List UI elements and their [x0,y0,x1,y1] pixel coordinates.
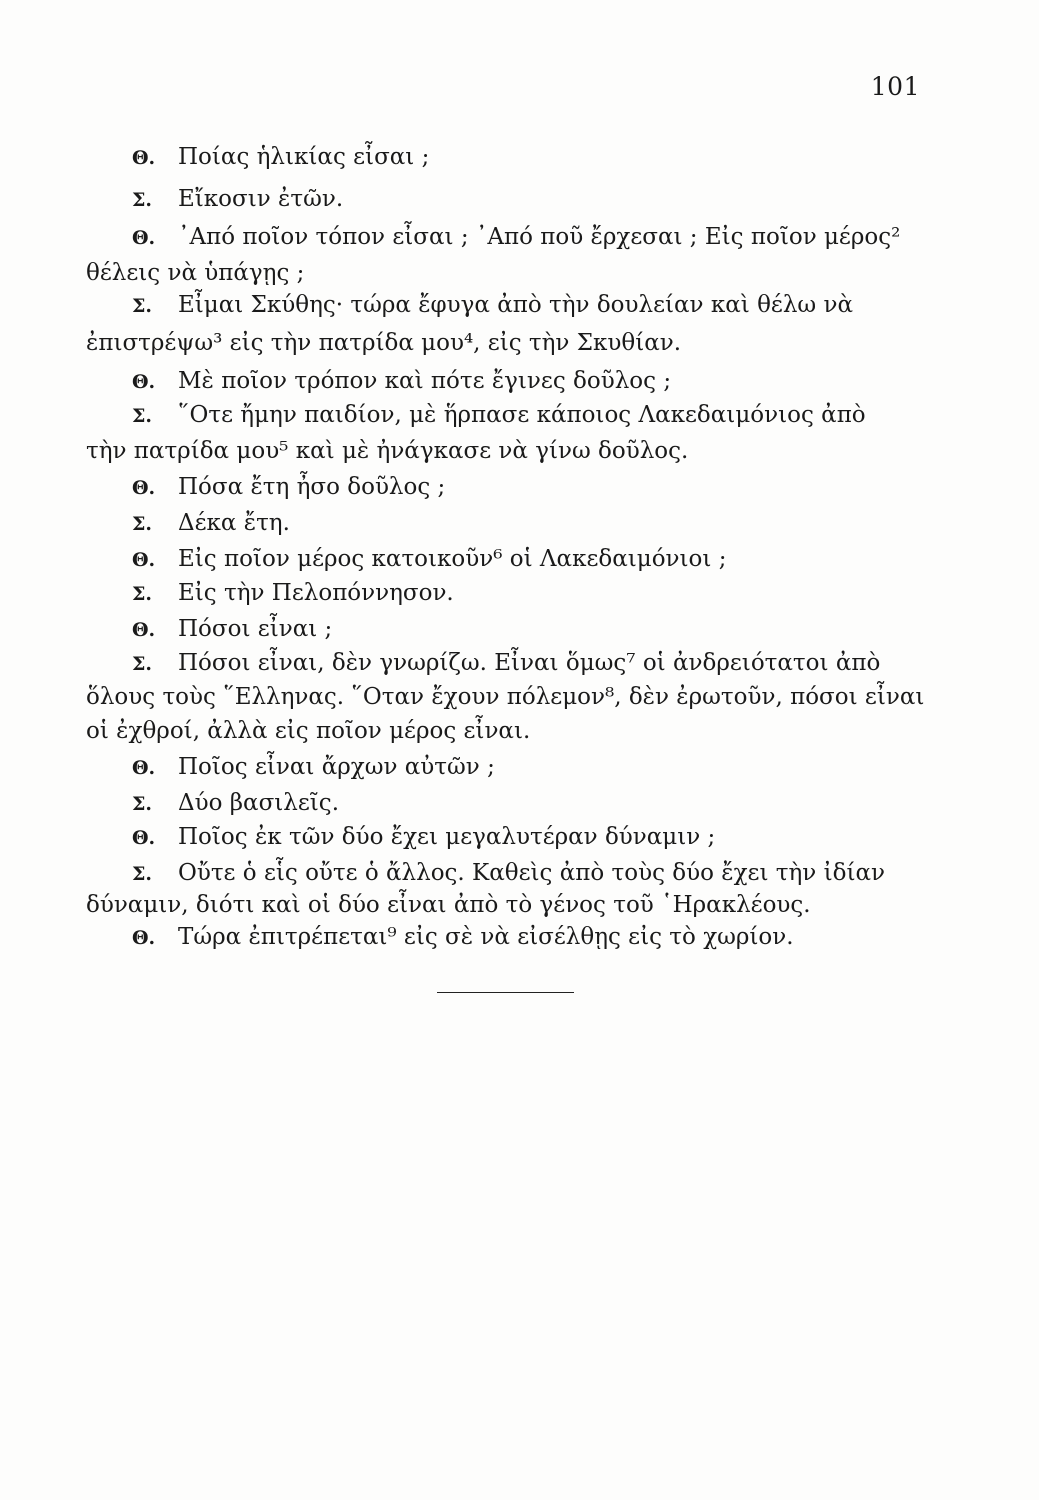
speaker-label: Θ. [132,227,156,249]
dialogue-line [86,890,811,920]
dialogue-line [132,508,290,539]
speaker-label: Σ. [132,863,153,885]
page-number: 101 [870,72,920,101]
line-text: ᾿Από ποῖον τόπον εἶσαι ; ᾿Από ποῦ ἔρχεσαι ; Εἰς ποῖον μέρος² [178,224,901,250]
line-text: ὅλους τοὺς ῞Ελληνας. ῞Οταν ἔχουν πόλεμον⁸, δὲν ἐρωτοῦν, πόσοι εἶναι [86,684,925,710]
line-text: τὴν πατρίδα μου⁵ καὶ μὲ ἠνάγκασε νὰ γίνω δοῦλος. [86,438,689,464]
dialogue-line [86,436,688,466]
dialogue-line [86,328,681,358]
dialogue-line [132,752,495,783]
line-text: Οὔτε ὁ εἷς οὔτε ὁ ἄλλος. Καθεὶς ἀπὸ τοὺς δύο ἔχει τὴν ἰδίαν [178,860,885,886]
line-text: Μὲ ποῖον τρόπον καὶ πότε ἔγινες δοῦλος ; [178,368,672,394]
speaker-label: Θ. [132,371,156,393]
dialogue-line [132,142,429,173]
dialogue-line [132,184,343,215]
line-text: ἐπιστρέψω³ εἰς τὴν πατρίδα μου⁴, εἰς τὴν Σκυθίαν. [86,330,682,356]
line-text: Ποῖος ἐκ τῶν δύο ἔχει μεγαλυτέραν δύναμιν ; [178,824,716,850]
dialogue-line [132,400,866,431]
dialogue-line [132,822,715,853]
speaker-label: Σ. [132,405,153,427]
dialogue-line [132,614,332,645]
speaker-label: Σ. [132,189,153,211]
dialogue-line [86,682,924,712]
dialogue-line [132,922,794,953]
speaker-label: Θ. [132,827,156,849]
line-text: θέλεις νὰ ὑπάγῃς ; [86,260,305,286]
line-text: Πόσοι εἶναι, δὲν γνωρίζω. Εἶναι ὅμως⁷ οἱ ἀνδρειότατοι ἀπὸ [178,650,881,676]
speaker-label: Θ. [132,147,156,169]
speaker-label: Θ. [132,549,156,571]
line-text: δύναμιν, διότι καὶ οἱ δύο εἶναι ἀπὸ τὸ γένος τοῦ ῾Ηρακλέους. [86,892,811,918]
line-text: Πόσοι εἶναι ; [178,616,333,642]
dialogue-line [132,648,880,679]
dialogue-line [86,716,530,746]
dialogue-line [132,290,853,321]
line-text: οἱ ἐχθροί, ἀλλὰ εἰς ποῖον μέρος εἶναι. [86,718,531,744]
speaker-label: Θ. [132,757,156,779]
line-text: Ποῖος εἶναι ἄρχων αὐτῶν ; [178,754,495,780]
line-text: ῞Οτε ἤμην παιδίον, μὲ ἥρπασε κάποιος Λακεδαιμόνιος ἀπὸ [178,402,866,428]
speaker-label: Σ. [132,513,153,535]
line-text: Δέκα ἔτη. [178,510,290,536]
line-text: Εἰς ποῖον μέρος κατοικοῦν⁶ οἱ Λακεδαιμόνιοι ; [178,546,727,572]
line-text: Εἰς τὴν Πελοπόννησον. [178,580,454,606]
line-text: Ποίας ἡλικίας εἶσαι ; [178,144,430,170]
line-text: Τώρα ἐπιτρέπεται⁹ εἰς σὲ νὰ εἰσέλθῃς εἰς τὸ χωρίον. [178,924,794,950]
dialogue-line [132,578,454,609]
line-text: Πόσα ἔτη ἦσο δοῦλος ; [178,474,446,500]
dialogue-line [86,258,304,288]
dialogue-line [132,858,885,889]
dialogue-line [132,222,900,253]
dialogue-line [132,472,445,503]
speaker-label: Σ. [132,583,153,605]
speaker-label: Θ. [132,477,156,499]
dialogue-line [132,788,339,819]
speaker-label: Σ. [132,793,153,815]
line-text: Εἴκοσιν ἐτῶν. [178,186,344,212]
dialogue-line [132,544,727,575]
section-divider [437,992,574,993]
line-text: Εἶμαι Σκύθης· τώρα ἔφυγα ἀπὸ τὴν δουλείαν καὶ θέλω νὰ [178,292,853,318]
speaker-label: Σ. [132,653,153,675]
line-text: Δύο βασιλεῖς. [178,790,339,816]
speaker-label: Θ. [132,927,156,949]
speaker-label: Σ. [132,295,153,317]
speaker-label: Θ. [132,619,156,641]
dialogue-line [132,366,671,397]
